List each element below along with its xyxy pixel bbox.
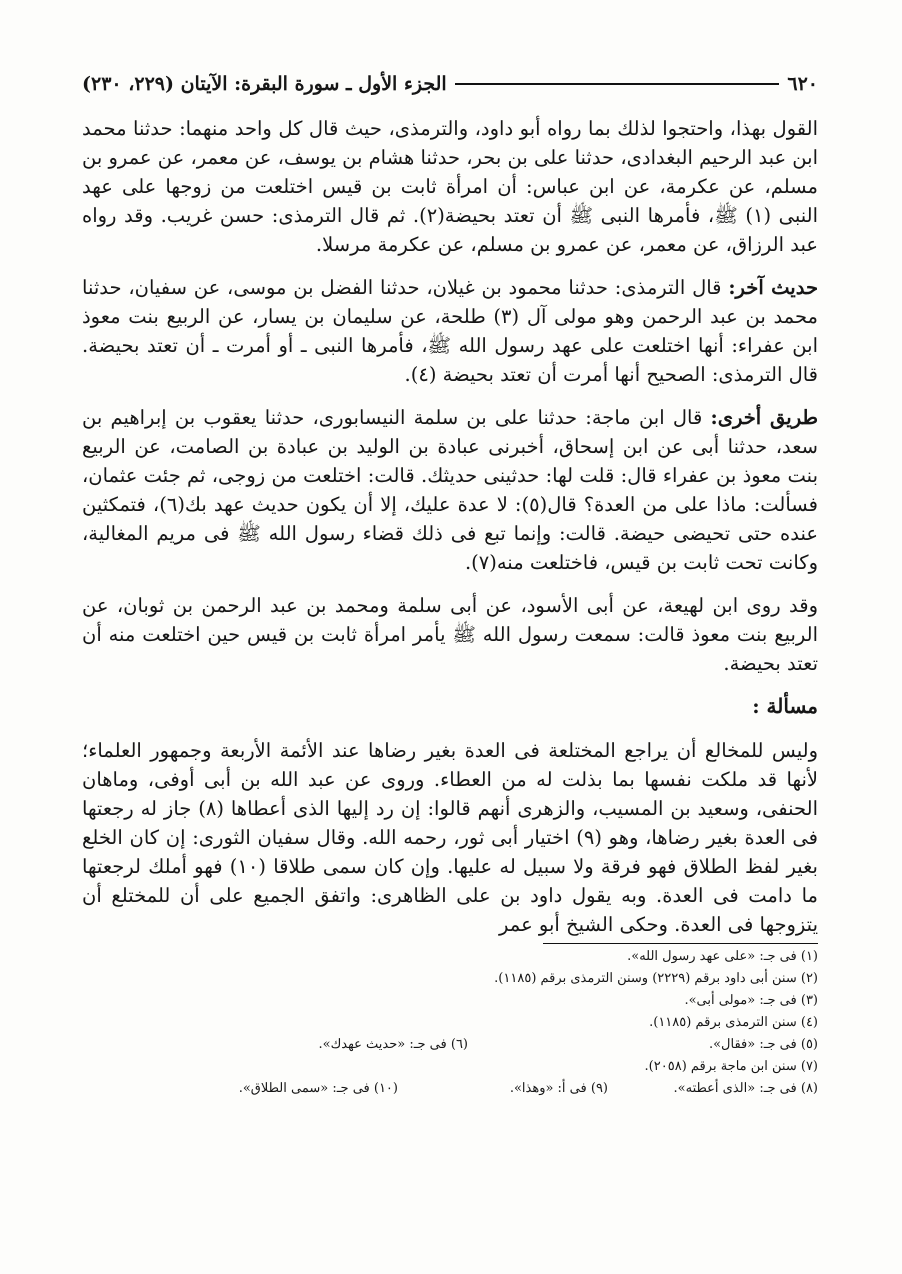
section-heading: مسألة : [752, 694, 818, 718]
paragraph [82, 403, 818, 577]
paragraph-lead: طريق أخرى: [710, 406, 818, 429]
footnotes [238, 943, 818, 1100]
footnote: (٣) فى جـ: «مولى أبى». [684, 993, 818, 1008]
page-header [82, 66, 818, 102]
footnote: (٩) فى أ: «وهذا». [509, 1081, 608, 1096]
footnote-row [82, 1078, 818, 1100]
running-title: الجزء الأول ـ سورة البقرة: الآيتان (٢٢٩، ٢٣٠) [82, 73, 447, 95]
paragraph-lead: حديث آخر: [728, 276, 818, 299]
footnote: (٥) فى جـ: «فقال». [708, 1037, 818, 1052]
footnote-row [82, 1034, 818, 1056]
paragraph [82, 273, 818, 389]
main-text [82, 114, 818, 939]
paragraph-text: قال ابن ماجة: حدثنا على بن سلمة النيسابورى، حدثنا يعقوب بن إبراهيم بن سعد، حدثنا أبى عن ابن إسحاق، أخبرنى عبادة بن الوليد بن عبادة بن الصامت، عن الربيع بنت معوذ بن عفراء قال: قلت لها: حدثينى حديثك. قالت: اختلعت من زوجى، ثم جئت عثمان، فسألت: ماذا على من العدة؟ قال(٥): لا عدة عليك، إلا أن يكون حديث عهد بك(٦)، فتمكثين عنده حتى تحيضى حيضة. قالت: وإنما تبع فى ذلك قضاء رسول الله ﷺ فى مريم المغالية، وكانت تحت ثابت بن قيس، فاختلعت منه(٧). [82, 406, 819, 574]
page-number: ٦٢٠ [787, 73, 818, 95]
paragraph-text: وقد روى ابن لهيعة، عن أبى الأسود، عن أبى سلمة ومحمد بن عبد الرحمن بن ثوبان، عن الربيع بنت معوذ قالت: سمعت رسول الله ﷺ يأمر امرأة ثابت بن قيس حين اختلعت منه أن تعتد بحيضة. [82, 594, 818, 675]
paragraph-text: القول بهذا، واحتجوا لذلك بما رواه أبو داود، والترمذى، حيث قال كل واحد منهما: حدثنا محمد ابن عبد الرحيم البغدادى، حدثنا على بن بحر، حدثنا هشام بن يوسف، عن معمر، عن عمرو بن مسلم، عن عكرمة، عن ابن عباس: أن امرأة ثابت بن قيس اختلعت من زوجها على عهد النبى (١) ﷺ، فأمرها النبى ﷺ أن تعتد بحيضة(٢). ثم قال الترمذى: حسن غريب. وقد رواه عبد الرزاق، عن معمر، عن عمرو بن مسلم، عن عكرمة مرسلا. [82, 117, 819, 256]
footnote: (٧) سنن ابن ماجة برقم (٢٠٥٨). [644, 1059, 818, 1074]
footnote: (٢) سنن أبى داود برقم (٢٢٢٩) وسنن الترمذى برقم (١١٨٥). [494, 971, 818, 986]
paragraph [82, 591, 818, 678]
paragraph-text: وليس للمخالع أن يراجع المختلعة فى العدة بغير رضاها عند الأئمة الأربعة وجمهور العلماء؛ لأنها قد ملكت نفسها بما بذلت له من العطاء. وروى عن عبد الله بن أبى أوفى، وماهان الحنفى، وسعيد بن المسيب، والزهرى أنهم قالوا: إن رد إليها الذى أعطاها (٨) جاز له رجعتها فى العدة بغير رضاها، وهو (٩) اختيار أبى ثور، رحمه الله. وقال سفيان الثورى: إن كان الخلع بغير لفظ الطلاق فهو فرقة ولا سبيل له عليها. وإن كان سمى طلاقا (١٠) فهو أملك لرجعتها ما دامت فى العدة. وبه يقول داود بن على الظاهرى: واتفق الجميع على أن للمختلع أن يتزوجها فى العدة. وحكى الشيخ أبو عمر [82, 739, 818, 936]
footnote: (١٠) فى جـ: «سمى الطلاق». [238, 1081, 398, 1096]
footnote: (٦) فى جـ: «حديث عهدك». [318, 1037, 468, 1052]
book-page [82, 66, 818, 1216]
paragraph [82, 736, 818, 939]
header-rule [455, 83, 780, 85]
paragraph-text: قال الترمذى: حدثنا محمود بن غيلان، حدثنا الفضل بن موسى، عن سفيان، حدثنا محمد بن عبد الرحمن وهو مولى آل (٣) طلحة، عن سليمان بن يسار، عن الربيع بنت معوذ ابن عفراء: أنها اختلعت على عهد رسول الله ﷺ، فأمرها النبى ـ أو أمرت ـ أن تعتد بحيضة. قال الترمذى: الصحيح أنها أمرت أن تعتد بحيضة (٤). [82, 276, 818, 386]
footnote: (١) فى جـ: «على عهد رسول الله». [627, 949, 818, 964]
paragraph [82, 114, 818, 259]
footnote: (٤) سنن الترمذى برقم (١١٨٥). [649, 1015, 818, 1030]
footnote: (٨) فى جـ: «الذى أعطته». [673, 1081, 818, 1096]
